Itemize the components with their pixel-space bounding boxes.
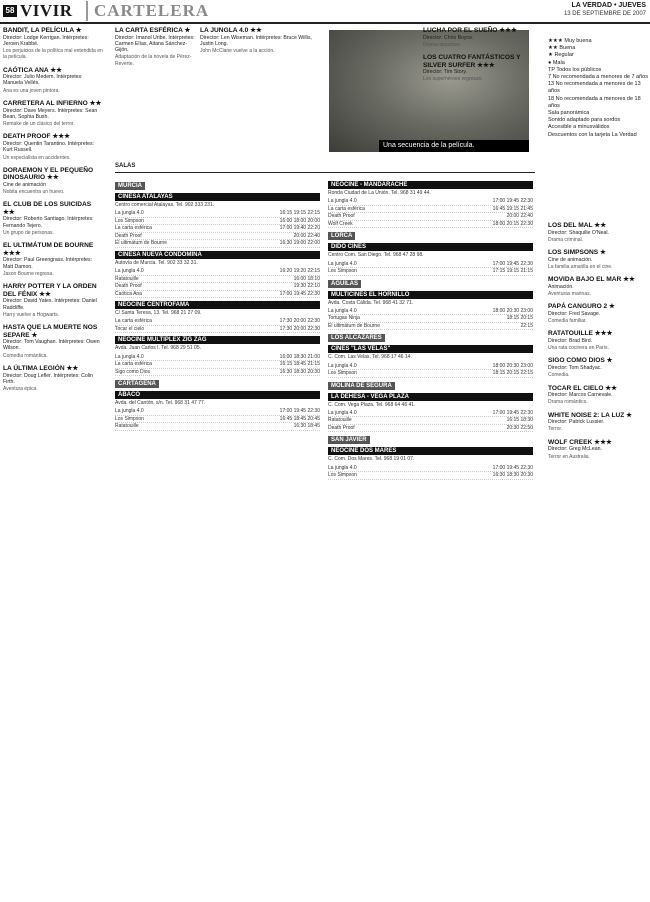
cinema-header <box>328 393 533 401</box>
showtime-film: Death Proof <box>115 232 142 239</box>
showtime-hours: 17:00 19:45 22:30 <box>492 409 533 416</box>
showtime-film: La carta esférica <box>115 318 152 325</box>
film-credits: Director: Tom Vaughan. Intérpretes: Owen Wilson. <box>3 339 100 352</box>
film-title: LA ÚLTIMA LEGIÓN ★★ <box>3 365 79 373</box>
film-synopsis: Comedia. <box>548 372 570 379</box>
showtime-film: El ultimátum de Bourne <box>115 240 167 247</box>
featured-review-column <box>200 27 318 60</box>
film-title: CAÓTICA ANA ★★ <box>3 66 63 74</box>
film-review <box>3 100 103 127</box>
city-label: SAN JAVIER <box>328 436 370 444</box>
film-synopsis: Aventuras marinas. <box>548 290 591 297</box>
cinema-header <box>115 391 320 399</box>
film-credits: Director: Tom Shadyac. <box>548 364 602 371</box>
showtime-hours: 17:00 19:45 22:30 <box>492 464 533 471</box>
showtime-film: La jungla 4.0 <box>115 268 144 275</box>
showtime-hours: 19:30 22:10 <box>293 283 320 290</box>
salas-label: SALAS <box>115 163 136 169</box>
showtime-row <box>328 221 533 229</box>
legend-text: Sonido adaptado para sordos <box>548 117 621 124</box>
showtime-hours: 18:00 20:30 23:00 <box>492 307 533 314</box>
legend-text: Sala panorámica <box>548 110 590 117</box>
film-title: DEATH PROOF ★★★ <box>3 133 71 141</box>
legend-text: 18 No recomendada a menores de 18 años <box>548 95 641 109</box>
film-review <box>3 167 103 196</box>
showtime-hours: 17:30 20:00 22:30 <box>279 318 320 325</box>
cinema-name: CINESA NUEVA CONDOMINA <box>118 251 202 258</box>
film-synopsis: Remake de un clásico del terror. <box>3 121 75 128</box>
film-synopsis: Los perjuicios de la política mal entendida en la película. <box>3 48 103 61</box>
showtime-film: La jungla 4.0 <box>115 210 144 217</box>
cinema-name: NEOCINE MÚLTIPLEX ZIG ZAG <box>118 337 207 344</box>
showtime-film: Death Proof <box>328 424 355 431</box>
showtime-film: Los Simpson <box>328 370 357 377</box>
publication-date: 13 DE SEPTIEMBRE DE 2007 <box>563 11 646 17</box>
film-review <box>200 27 318 54</box>
film-title: EL ULTIMÁTUM DE BOURNE ★★★ <box>3 242 94 257</box>
film-synopsis: Comedia familiar. <box>548 318 587 325</box>
showtime-row <box>328 261 533 269</box>
showtime-hours: 17:00 19:45 22:30 <box>492 260 533 267</box>
legend-item <box>548 60 648 67</box>
film-credits: Director: Len Wiseman. Intérpretes: Bruce Willis, Justin Long. <box>200 34 312 47</box>
film-credits: Director: Doug Lefler. Intérpretes: Colin Firth. <box>3 372 93 385</box>
showtime-row <box>328 206 533 214</box>
showtime-film: Wolf Creek <box>328 220 353 227</box>
film-synopsis: Ana es una joven pintora. <box>3 87 60 94</box>
legend-text: Accesible a minusválidos <box>548 124 610 131</box>
showtime-hours: 18:00 20:15 22:30 <box>492 220 533 227</box>
showtime-row <box>115 210 320 218</box>
cinema-info: C. Com. Vega Plaza. Tel. 968 64 46 41. <box>328 401 416 408</box>
city-label: CARTAGENA <box>115 380 159 388</box>
film-synopsis: Una rata cocinera en París. <box>548 345 609 352</box>
film-title: LOS DEL MAL ★★ <box>548 222 607 229</box>
film-synopsis: Nobita encuentra un huevo. <box>3 189 65 196</box>
showtime-hours: 16:45 18:45 20:45 <box>279 415 320 422</box>
showtime-film: La jungla 4.0 <box>328 307 357 314</box>
showtime-hours: 18:00 20:30 23:00 <box>492 362 533 369</box>
film-synopsis: La familia amarilla en el cine. <box>548 263 613 270</box>
right-reviews-column <box>548 222 646 466</box>
cinema-name: NEOCINE CENTROFAMA <box>118 302 190 309</box>
film-synopsis: John McClane vuelve a la acción. <box>200 48 275 55</box>
showtime-hours: 16:00 18:00 20:00 <box>279 217 320 224</box>
showtime-film: Los Simpson <box>115 217 144 224</box>
legend-text: Descuentos con la tarjeta La Verdad <box>548 131 637 138</box>
city-label: LOS ALCÁZARES <box>328 334 385 342</box>
legend-text: 13 No recomendada a menores de 13 años <box>548 81 641 95</box>
showtime-film: Los Simpson <box>328 472 357 479</box>
film-title: HASTA QUE LA MUERTE NOS SEPARE ★ <box>3 324 98 339</box>
film-synopsis: Los superhéroes regresan. <box>423 76 483 83</box>
showtime-hours: 16:45 19:15 21:45 <box>492 205 533 212</box>
cinemas-column-2 <box>328 178 533 480</box>
legend-text: ★ Regular <box>548 52 574 59</box>
film-synopsis: Jason Bourne regresa. <box>3 270 54 277</box>
film-title: RATATOUILLE ★★★ <box>548 330 613 338</box>
film-title: PAPÁ CANGURO 2 ★ <box>548 303 615 311</box>
showtime-row <box>115 369 320 377</box>
showtime-film: La jungla 4.0 <box>328 362 357 369</box>
cinema-name: LA DEHESA - VEGA PLAZA <box>331 393 410 400</box>
legend-item <box>548 67 648 74</box>
film-title: TOCAR EL CIELO ★★ <box>548 384 618 392</box>
showtime-row <box>115 276 320 284</box>
rating-legend <box>548 38 648 139</box>
showtime-row <box>328 410 533 418</box>
legend-text: ★★ Buena <box>548 45 576 52</box>
showtime-row <box>115 423 320 431</box>
film-title: LUCHA POR EL SUEÑO ★★★ <box>423 27 517 34</box>
cinema-header <box>115 336 320 344</box>
showtime-hours: 16:15 19:15 22:15 <box>279 210 320 217</box>
film-title: WHITE NOISE 2: LA LUZ ★ <box>548 411 633 419</box>
film-review <box>3 133 103 160</box>
film-credits: Director: Marcos Carnevale. <box>548 392 613 399</box>
legend-item <box>548 52 648 59</box>
film-review <box>3 201 103 236</box>
showtime-hours: 17:00 19:45 22:30 <box>279 408 320 415</box>
showtime-row <box>115 268 320 276</box>
legend-item <box>548 81 648 95</box>
legend-item <box>548 74 648 81</box>
showtime-film: Ratatouille <box>328 417 352 424</box>
cinema-header <box>115 193 320 201</box>
newspaper-name: LA VERDAD • JUEVES <box>571 2 646 9</box>
showtime-film: La jungla 4.0 <box>328 260 357 267</box>
showtime-row <box>115 218 320 226</box>
section-title: VIVIR <box>20 1 73 20</box>
showtime-row <box>115 416 320 424</box>
film-review <box>548 276 646 297</box>
showtime-row <box>328 268 533 276</box>
film-credits: Cine de animación <box>3 181 46 188</box>
legend-text: 7 No recomendada a menores de 7 años <box>548 74 648 81</box>
showtime-film: Ratatouille <box>115 423 139 430</box>
film-synopsis: Terror en Australia. <box>548 453 590 460</box>
film-title: MOVIDA BAJO EL MAR ★★ <box>548 276 635 284</box>
film-review <box>548 303 646 324</box>
film-review <box>548 385 646 406</box>
film-title: SIGO COMO DIOS ★ <box>548 357 613 365</box>
film-title: LA CARTA ESFÉRICA ★ <box>115 27 191 34</box>
showtime-film: La carta esférica <box>115 361 152 368</box>
showtime-film: Tortugas Ninja <box>328 315 360 322</box>
film-credits: Director: Greg McLean. <box>548 446 602 453</box>
legend-text: ● Mala <box>548 59 565 66</box>
film-review <box>3 324 103 359</box>
showtime-hours: 17:15 19:15 21:15 <box>492 268 533 275</box>
film-credits: Animación. <box>548 283 574 290</box>
showtime-film: Tocar el cielo <box>115 325 145 332</box>
cinema-header <box>115 301 320 309</box>
left-reviews-column <box>3 27 103 398</box>
film-synopsis: Terror. <box>548 426 563 433</box>
legend-item <box>548 110 648 117</box>
showtime-hours: 17:00 19:45 22:30 <box>279 290 320 297</box>
showtime-hours: 16:30 18:30 20:30 <box>279 368 320 375</box>
showtime-row <box>328 370 533 378</box>
film-credits: Director: Brad Bird. <box>548 337 593 344</box>
mid-reviews-column <box>115 27 197 73</box>
film-title: LA JUNGLA 4.0 ★★ <box>200 27 262 34</box>
showtime-film: Sigo como Dios <box>115 368 151 375</box>
film-synopsis: Un especialista en accidentes. <box>3 154 71 161</box>
showtime-row <box>328 417 533 425</box>
cinema-name: DIDO CINES <box>331 244 367 251</box>
showtime-row <box>115 225 320 233</box>
cinema-header <box>328 181 533 189</box>
photo-caption: Una secuencia de la película. <box>379 140 529 152</box>
film-credits: Director: Roberto Santiago. Intérpretes: Fernando Tejero. <box>3 216 94 229</box>
cinema-info: C. Com. Dos Mares. Tel. 968 19 01 07. <box>328 456 415 463</box>
film-review <box>3 283 103 318</box>
legend-item <box>548 96 648 110</box>
film-synopsis: Harry vuelve a Hogwarts. <box>3 311 60 318</box>
salas-divider <box>115 172 535 173</box>
showtime-row <box>115 233 320 241</box>
showtime-film: La jungla 4.0 <box>328 409 357 416</box>
cinema-header <box>328 291 533 299</box>
subsection-title: CARTELERA <box>86 1 209 21</box>
showtime-row <box>328 323 533 331</box>
showtime-row <box>328 308 533 316</box>
showtime-row <box>115 283 320 291</box>
legend-item <box>548 132 648 139</box>
cinema-header <box>328 243 533 251</box>
film-review <box>548 439 646 460</box>
film-review <box>548 249 646 270</box>
cinema-info: Avda. del Cantón, s/n. Tel. 968 31 47 77. <box>115 400 206 407</box>
film-synopsis: Drama deportivo. <box>423 41 462 48</box>
showtime-row <box>328 213 533 221</box>
film-review <box>3 242 103 277</box>
showtime-row <box>328 472 533 480</box>
showtime-hours: 17:00 19:40 22:20 <box>279 225 320 232</box>
showtime-film: Ratatouille <box>115 275 139 282</box>
showtime-row <box>328 425 533 433</box>
showtime-film: El ultimátum de Bourne <box>328 322 380 329</box>
film-review <box>3 67 103 94</box>
showtime-row <box>328 315 533 323</box>
legend-text: ★★★ Muy buena <box>548 38 592 44</box>
showtime-film: La jungla 4.0 <box>328 198 357 205</box>
film-credits: Director: Patrick Lussier. <box>548 419 605 426</box>
cinema-header <box>328 447 533 455</box>
showtime-row <box>328 465 533 473</box>
showtime-hours: 16:15 18:30 <box>506 417 533 424</box>
showtime-hours: 16:20 19:20 22:15 <box>279 268 320 275</box>
film-review <box>548 222 646 243</box>
showtime-hours: 22:15 <box>520 322 533 329</box>
showtime-hours: 16:30 19:00 22:00 <box>279 240 320 247</box>
film-credits: Director: Fred Savage. <box>548 310 601 317</box>
showtime-film: La carta esférica <box>115 225 152 232</box>
film-synopsis: Un grupo de personas. <box>3 230 54 237</box>
showtime-row <box>328 198 533 206</box>
cinema-name: NEOCINE DOS MARES <box>331 448 397 455</box>
showtime-film: La jungla 4.0 <box>115 408 144 415</box>
showtime-film: Death Proof <box>328 213 355 220</box>
showtime-film: La carta esférica <box>328 205 365 212</box>
cinema-name: ÁBACO <box>118 392 140 399</box>
showtime-hours: 16:00 18:30 21:00 <box>279 353 320 360</box>
city-label: MURCIA <box>115 182 145 190</box>
showtime-row <box>115 326 320 334</box>
film-synopsis: Aventura épica. <box>3 386 38 393</box>
film-credits: Director: Imanol Uribe. Intérpretes: Carmen Elías, Aitana Sánchez-Gijón. <box>115 34 195 54</box>
right-top-reviews <box>423 27 528 89</box>
film-review <box>423 27 528 48</box>
film-review <box>548 330 646 351</box>
film-synopsis: Comedia romántica. <box>3 352 48 359</box>
film-synopsis: Adaptación de la novela de Pérez-Reverte. <box>115 54 192 67</box>
film-title: CARRETERA AL INFIERNO ★★ <box>3 100 102 108</box>
showtime-row <box>115 318 320 326</box>
cinema-info: Avda. Juan Carlos I. Tel. 968 29 51 05. <box>115 345 201 352</box>
showtime-hours: 17:30 20:00 22:30 <box>279 325 320 332</box>
showtime-row <box>115 408 320 416</box>
page-header <box>0 0 650 24</box>
showtime-hours: 16:15 18:45 21:15 <box>279 361 320 368</box>
film-synopsis: Drama criminal. <box>548 236 584 243</box>
film-review <box>548 412 646 433</box>
film-credits: Director: Chris Boyce. <box>423 34 474 41</box>
showtime-film: La jungla 4.0 <box>328 464 357 471</box>
film-credits: Director: Dave Meyers. Intérpretes: Sean Bean, Sophia Bush. <box>3 107 98 120</box>
showtime-hours: 20:30 22:50 <box>506 424 533 431</box>
film-credits: Director: David Yates. Intérpretes: Daniel Radcliffe. <box>3 298 97 311</box>
showtime-hours: 16:30 18:30 20:30 <box>492 472 533 479</box>
film-review <box>115 27 197 67</box>
showtime-row <box>115 291 320 299</box>
film-credits: Director: Julio Medem. Intérpretes: Manuela Vellés. <box>3 74 83 87</box>
showtime-hours: 18:15 20:15 <box>506 315 533 322</box>
film-title: DORAEMON Y EL PEQUEÑO DINOSAURIO ★★ <box>3 166 94 182</box>
film-credits: Director: Shaquille O'Neal. <box>548 229 609 236</box>
showtime-row <box>328 363 533 371</box>
cinema-info: C/ Santa Teresa, 13. Tel. 968 21 27 09. <box>115 310 202 317</box>
city-label: MOLINA DE SEGURA <box>328 382 395 390</box>
film-review <box>3 27 103 61</box>
cinema-name: CINES "LAS VELAS" <box>331 346 391 353</box>
showtime-hours: 20:00 22:40 <box>506 213 533 220</box>
film-review <box>3 365 103 392</box>
showtime-hours: 16:30 18:45 <box>293 423 320 430</box>
film-credits: Director: Paul Greengrass. Intérpretes: Matt Damon. <box>3 257 93 270</box>
legend-item <box>548 117 648 124</box>
cinemas-column-1 <box>115 178 320 431</box>
showtime-hours: 18:15 20:15 22:15 <box>492 370 533 377</box>
film-credits: Director: Quentin Tarantino. Intérpretes: Kurt Russell. <box>3 140 95 154</box>
cinema-info: Ronda Ciudad de La Unión. Tel. 968 31 49 44. <box>328 190 431 196</box>
showtime-hours: 17:00 19:45 22:30 <box>492 198 533 205</box>
showtime-row <box>115 361 320 369</box>
legend-item <box>548 124 648 131</box>
showtime-row <box>115 240 320 248</box>
cinema-name: MULTICINES EL HORNILLO <box>331 291 410 298</box>
cinema-header <box>328 345 533 353</box>
film-title: BANDIT, LA PELÍCULA ★ <box>3 27 82 34</box>
film-review <box>423 54 528 83</box>
film-credits: Director: Tim Story. <box>423 69 468 76</box>
cinema-name: CINESA ATALAYAS <box>118 194 173 200</box>
showtime-film: Death Proof <box>115 283 142 290</box>
showtime-film: Los Simpson <box>328 268 357 275</box>
showtime-hours: 16:00 18:10 <box>293 275 320 282</box>
legend-text: TP Todos los públicos <box>548 66 602 73</box>
showtime-film: Caótica Ana <box>115 290 142 297</box>
showtime-hours: 20:00 22:40 <box>293 232 320 239</box>
cinema-info: Centro Com. San Diego. Tel. 968 47 28 98. <box>328 252 424 259</box>
showtime-film: Los Simpson <box>115 415 144 422</box>
city-label: LORCA <box>328 232 355 240</box>
film-review <box>548 357 646 378</box>
film-credits: Director: Lodge Kerrigan. Intérpretes: Jeroen Krabbé. <box>3 34 89 47</box>
cinema-info: C. Com. Las Velas. Tel. 968 17 46 14. <box>328 354 412 361</box>
film-title: EL CLUB DE LOS SUICIDAS ★★ <box>3 201 92 216</box>
film-title: LOS SIMPSONS ★ <box>548 249 606 257</box>
cinema-info: Avda. Costa Cálida. Tel. 968 41 32 71. <box>328 299 414 306</box>
cinema-info: Centro comercial Atalayas. Tel. 902 333 231. <box>115 202 215 208</box>
showtime-row <box>115 354 320 362</box>
film-title: HARRY POTTER Y LA ORDEN DEL FÉNIX ★★ <box>3 283 97 298</box>
cinema-name: NEOCINE - MANDARACHE <box>331 182 408 188</box>
cinema-info: Autovía de Murcia. Tel. 902 33 32 31. <box>115 259 198 266</box>
film-synopsis: Drama romántico. <box>548 399 588 406</box>
film-title: LOS CUATRO FANTÁSTICOS Y SILVER SURFER ★★★ <box>423 54 521 69</box>
showtime-film: La jungla 4.0 <box>115 353 144 360</box>
page-number: 58 <box>3 5 17 17</box>
city-label: ÁGUILAS <box>328 280 361 288</box>
film-credits: Cine de animación. <box>548 256 593 263</box>
cinema-header <box>115 251 320 259</box>
film-title: WOLF CREEK ★★★ <box>548 438 612 446</box>
